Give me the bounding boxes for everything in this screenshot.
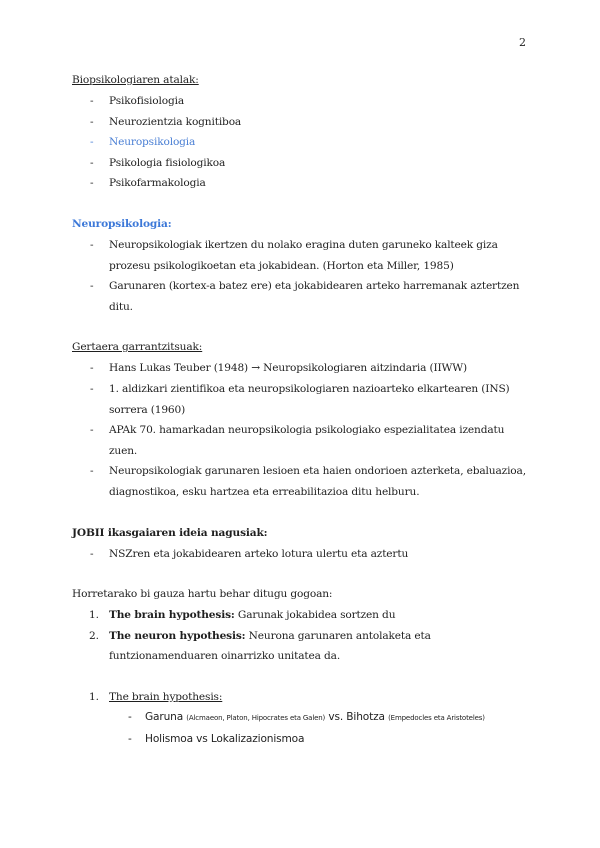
list-item: - Psikofisiologia bbox=[72, 91, 532, 112]
item-text: Garunak jokabidea sortzen du bbox=[234, 609, 396, 622]
numbered-item bbox=[72, 687, 532, 708]
garuna-authors: (Alcmaeon, Platon, Hipocrates eta Galen) bbox=[186, 714, 326, 723]
item-number: 2. bbox=[89, 629, 99, 642]
list-item: - Neuropsikologiak ikertzen du nolako eragina duten garuneko kalteek giza prozesu psikologikoetan eta jokabidean. (Horton eta Miller, 1985) bbox=[72, 235, 532, 276]
brain-hypothesis-section bbox=[72, 687, 532, 708]
list-item: - APAk 70. hamarkadan neuropsikologia psikologiako espezialitatea izendatu zuen. bbox=[72, 420, 532, 461]
sub-list-item bbox=[72, 707, 532, 729]
item-number: 1. bbox=[89, 609, 99, 622]
jobii-heading: JOBII ikasgaiaren ideia nagusiak: bbox=[72, 526, 268, 539]
list-item: - Hans Lukas Teuber (1948) → Neuropsikologiaren aitzindaria (IIWW) bbox=[72, 358, 532, 379]
page-number: 2 bbox=[519, 36, 526, 49]
hypotheses-list bbox=[72, 605, 532, 667]
item-number: 1. bbox=[89, 690, 99, 703]
neuropsikologia-heading: Neuropsikologia: bbox=[72, 217, 172, 230]
item-bold-label: The brain hypothesis: bbox=[109, 609, 235, 622]
jobii-list bbox=[72, 544, 532, 565]
biopsikologia-heading: Biopsikologiaren atalak: bbox=[72, 74, 199, 86]
list-item-link[interactable]: - Neuropsikologia bbox=[72, 132, 532, 153]
numbered-item bbox=[72, 605, 532, 626]
list-item: - NSZren eta jokabidearen arteko lotura ulertu eta aztertu bbox=[72, 544, 532, 565]
garuna-text: Garuna bbox=[145, 711, 184, 724]
list-item: - Garunaren (kortex-a batez ere) eta jokabidearen arteko harremanak aztertzen ditu. bbox=[72, 276, 532, 317]
item-bold-label: The neuron hypothesis: bbox=[109, 629, 246, 642]
item-text: Neurona garunaren antolaketa eta funtzionamenduaren oinarrizko unitatea da. bbox=[109, 629, 431, 663]
neuropsikologia-list bbox=[72, 235, 532, 317]
brain-hypothesis-sublist bbox=[72, 707, 532, 749]
document-body bbox=[72, 70, 532, 750]
bihotza-authors: (Empedocles eta Aristoteles) bbox=[388, 714, 485, 723]
list-item: - Neuropsikologiak garunaren lesioen eta haien ondorioen azterketa, ebaluazioa, diagnostikoa, esku hartzea eta erreabilitazioa ditu helburu. bbox=[72, 461, 532, 502]
numbered-item bbox=[72, 626, 532, 667]
bihotza-text: Bihotza bbox=[346, 711, 385, 724]
list-item: - Neurozientzia kognitiboa bbox=[72, 112, 532, 133]
list-item: - Psikofarmakologia bbox=[72, 173, 532, 194]
biopsikologia-list bbox=[72, 91, 532, 194]
list-item: - 1. aldizkari zientifikoa eta neuropsikologiaren nazioarteko elkartearen (INS) sorrera (1960) bbox=[72, 379, 532, 420]
list-item: - Psikologia fisiologikoa bbox=[72, 153, 532, 174]
sub-list-item: - Holismoa vs Lokalizazionismoa bbox=[72, 729, 532, 750]
vs-text: vs. bbox=[328, 711, 344, 724]
gertaera-list bbox=[72, 358, 532, 502]
hypotheses-intro: Horretarako bi gauza hartu behar ditugu gogoan: bbox=[72, 588, 333, 601]
brain-hypothesis-title: The brain hypothesis: bbox=[109, 690, 223, 703]
gertaera-heading: Gertaera garrantzitsuak: bbox=[72, 341, 203, 354]
